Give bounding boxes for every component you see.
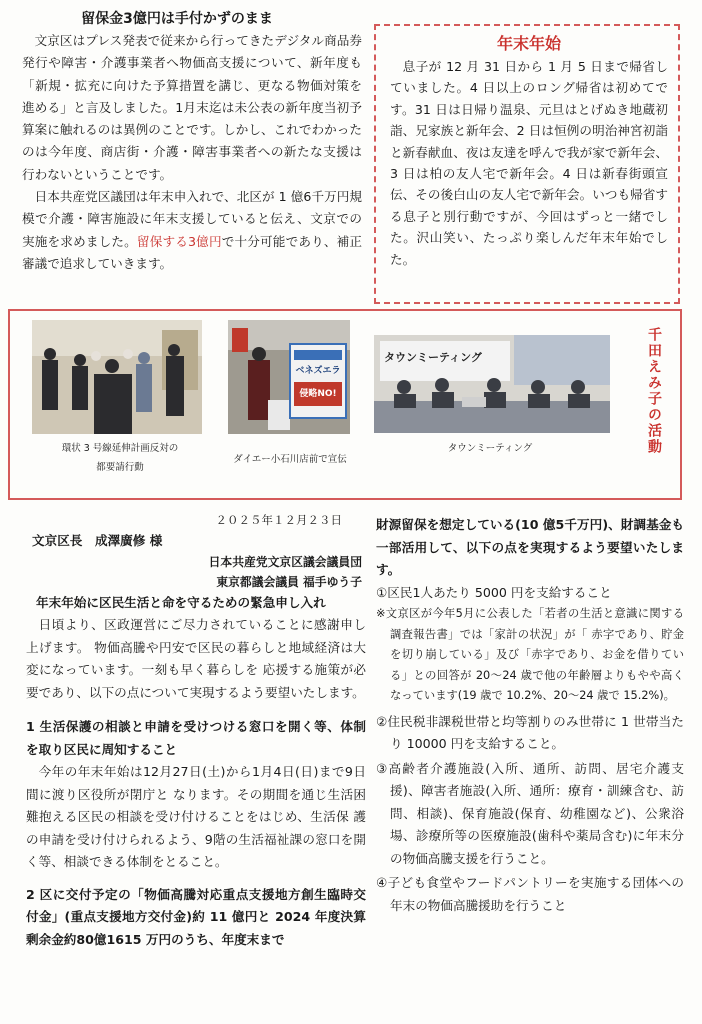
- photo-street-image: [228, 320, 350, 434]
- reserve-paragraph-2: 日本共産党区議団は年末申入れで、北区が 1 億6千万円規模で介護・障害施設に年末支援していると伝え、文京での実施を求めました。留保する3億円で十分可能であり、補正審議で追求していきます。: [22, 189, 363, 271]
- letter-left-column: [26, 510, 366, 951]
- letter-sender-2: 東京都議会議員 福手ゆう子: [216, 575, 362, 589]
- letter-heading-2: 2 区に交付予定の「物価高騰対応重点支援地方創生臨時交付金」(重点支援地方交付金)約 11 億円と 2024 年度決算剰余金約80億1615 万円のうち、年度末まで: [26, 886, 366, 947]
- sign-text-1: ベネズエラ: [295, 366, 341, 376]
- letter-intro: 日頃より、区政運営にご尽力されていることに感謝申し上げます。 物価高騰や円安で区民の暮らしと地域経済は大変になっています。一刻も早く暮らしを 応援する施策が必要であり、以下の点について実現するよう要望いたします。: [26, 617, 366, 700]
- request-note: ※文京区が今年5月に公表した「若者の生活と意識に関する調査報告書」では「家計の状況」が「 赤字であり、貯金を切り崩している」及び「赤字であり、お金を借りている」との回答が 20～24 歳で他の年齢層よりもやや高くなっています(19 歳で 10.2%、20～24 歳で 15.2%)。: [376, 607, 684, 702]
- banner-text: タウンミーティング: [384, 351, 482, 364]
- request-item-4: ④子ども食堂やフードパントリーを実施する団体への年末の物価高騰援助を行うこと: [376, 875, 684, 913]
- activity-vertical-title: 千田えみ子の活動: [646, 327, 662, 455]
- nenmatsu-body: 息子が 12 月 31 日から 1 月 5 日まで帰省していました。4 日以上のロング帰省は初めてです。31 日は日帰り温泉、元旦はとげぬき地蔵初詣、兄家族と新年会、2 日は恒例の明治神宮初詣と新春献血、夜は友達を呼んで我が家で新年会、3 日は柏の友人宅で新年会。4 日は新春街頭宣伝、その後白山の友人宅で新年会。いつも帰省する息子と別行動ですが、今回はずっと一緒でした。沢山笑い、たっぷり楽しんだ年末年始でした。: [390, 59, 668, 267]
- request-item-3: ③高齢者介護施設(入所、通所、訪問、居宅介護支援)、障害者施設(入所、通所：療育・訓練含む、訪問、相談)、保育施設(保育、幼稚園など)、公衆浴場、診療所等の医療施設(歯科や薬局含む)に年末分の物価高騰支援を行うこと。: [376, 760, 684, 866]
- photo-street-campaign: [228, 320, 350, 434]
- request-item-1: ①区民1人あたり 5000 円を支給すること: [376, 584, 612, 600]
- sign-text-2: 侵略NO!: [299, 389, 337, 399]
- photo-petition-image: [32, 320, 202, 434]
- letter-heading-1: 1 生活保護の相談と申請を受けつける窓口を開く等、体制を取り区民に周知すること: [26, 719, 366, 757]
- activity-section: [8, 309, 682, 500]
- reserve-highlight: 留保する3億円: [136, 233, 222, 249]
- nenmatsu-box: [374, 24, 680, 304]
- letter-sender-1: 日本共産党文京区議会議員団: [208, 555, 362, 569]
- request-item-2: ②住民税非課税世帯と均等割りのみ世帯に 1 世帯当たり 10000 円を支給すること。: [376, 713, 684, 751]
- nenmatsu-title: 年末年始: [496, 34, 561, 53]
- letter-continuation: 財源留保を想定している(10 億5千万円)、財調基金も一部活用して、以下の点を実現するよう要望いたします。: [376, 517, 684, 577]
- photo-street-caption: ダイエー小石川店前で宣伝: [233, 454, 347, 465]
- letter-right-column: [376, 514, 684, 917]
- letter-body-1: 今年の年末年始は12月27日(土)から1月4日(日)まで9日間に渡り区役所が閉庁と なります。その期間を通じ生活困難抱える区民の相談を受け付けることをはじめ、生活保 護の申請を受け付けられるよう、9階の生活福祉課の窓口を開く等、相談できる体制をとること。: [26, 764, 366, 869]
- photo-petition: [32, 320, 202, 434]
- letter-subject: 年末年始に区民生活と命を守るための緊急申し入れ: [36, 595, 326, 610]
- letter-date: ２０２５年１２月２３日: [215, 513, 342, 527]
- reserve-article: [22, 8, 362, 275]
- reserve-paragraph-1: 文京区はプレス発表で従来から行ってきたデジタル商品券発行や障害・介護事業者へ物価高支援について、新年度も「新規・拡充に向けた予算措置を講じ、更なる物価対策を進める」と言及しました。1月末迄は未公表の新年度当初予算案に触れるのは異例のことです。しかし、これでわかったのは今年度、商店街・介護・障害事業者への新たな支援は行わないということです。: [22, 33, 362, 182]
- photo-town-meeting: [374, 335, 610, 433]
- letter-recipient: 文京区長 成澤廣修 様: [32, 533, 163, 548]
- photo-petition-caption: 環状 3 号線延伸計画反対の 都要請行動: [61, 443, 179, 473]
- reserve-title: 留保金3億円は手付かずのまま: [81, 11, 273, 27]
- photo-meeting-caption: タウンミーティング: [447, 443, 533, 454]
